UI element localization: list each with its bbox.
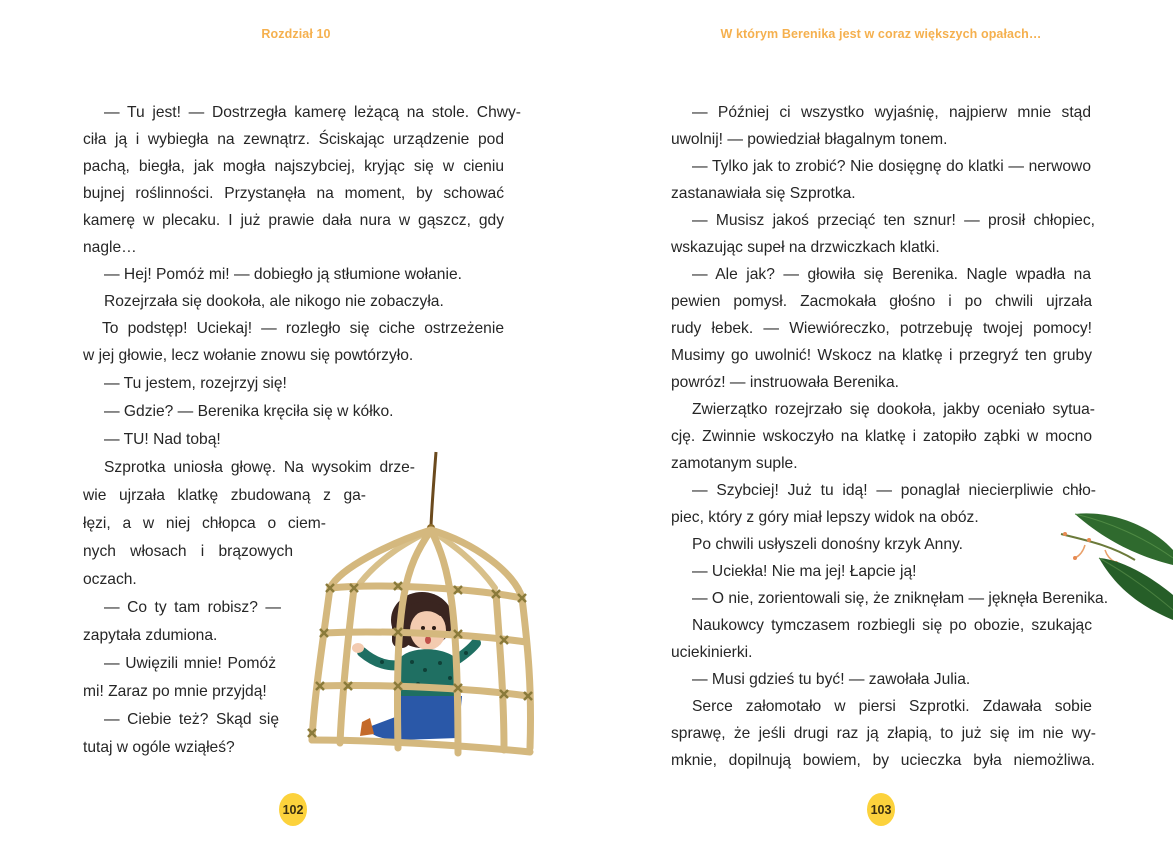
page-number-left: 102 bbox=[279, 793, 307, 826]
text-line: wie ujrzała klatkę zbudowaną z ga- bbox=[83, 487, 366, 504]
text-line: zamotanym suple. bbox=[671, 455, 798, 472]
text-line: bujnej roślinności. Przystanęła na moment, by schować bbox=[83, 185, 504, 202]
text-line: w jej głowie, lecz wołanie znowu się powtórzyło. bbox=[83, 347, 414, 364]
text-line: cję. Zwinnie wskoczyło na klatkę i zatopiło ząbki w mocno bbox=[671, 428, 1092, 445]
text-line: zapytała zdumiona. bbox=[83, 627, 218, 644]
text-line: ciła ją i wybiegła na zewnątrz. Ściskając urządzenie pod bbox=[83, 131, 504, 148]
text-line: nych włosach i brązowych bbox=[83, 543, 293, 560]
running-head-right: W którym Berenika jest w coraz większych opałach… bbox=[720, 27, 1042, 41]
text-line: łęzi, a w niej chłopca o ciem- bbox=[83, 515, 326, 532]
text-line: — Hej! Pomóż mi! — dobiegło ją stłumione wołanie. bbox=[104, 266, 462, 283]
text-line: mknie, dopilnują bowiem, by ucieczka była niemożliwa. bbox=[671, 752, 1095, 769]
text-line: Rozejrzała się dookoła, ale nikogo nie zobaczyła. bbox=[104, 293, 444, 310]
text-line: — Musisz jakoś przeciąć ten sznur! — prosił chłopiec, bbox=[692, 212, 1095, 229]
text-line: Zwierzątko rozejrzało się dookoła, jakby oceniało sytua- bbox=[692, 401, 1095, 418]
leaf-branch-decoration bbox=[1055, 510, 1173, 620]
text-line: piec, który z góry miał lepszy widok na obóz. bbox=[671, 509, 979, 526]
text-line: — Uciekła! Nie ma jej! Łapcie ją! bbox=[692, 563, 917, 580]
text-line: — Co ty tam robisz? — bbox=[104, 599, 281, 616]
text-line: — Gdzie? — Berenika kręciła się w kółko. bbox=[104, 403, 394, 420]
text-line: Serce załomotało w piersi Szprotki. Zdawała sobie bbox=[692, 698, 1092, 715]
text-line: — Tu jestem, rozejrzyj się! bbox=[104, 375, 287, 392]
cage-with-boy-illustration bbox=[300, 448, 540, 758]
text-line: rudy łebek. — Wiewióreczko, potrzebuję twojej pomocy! bbox=[671, 320, 1092, 337]
text-line: nagle… bbox=[83, 239, 137, 256]
text-line: — O nie, zorientowali się, że zniknęłam — jęknęła Berenika. bbox=[692, 590, 1109, 607]
text-line: Naukowcy tymczasem rozbiegli się po obozie, szukając bbox=[692, 617, 1092, 634]
rope bbox=[431, 452, 436, 526]
text-line: — Ciebie też? Skąd się bbox=[104, 711, 279, 728]
text-line: — Uwięzili mnie! Pomóż bbox=[104, 655, 276, 672]
text-line: — TU! Nad tobą! bbox=[104, 431, 221, 448]
text-line: uwolnij! — powiedział błagalnym tonem. bbox=[671, 131, 948, 148]
right-page bbox=[586, 0, 1173, 846]
text-line: — Później ci wszystko wyjaśnię, najpierw mnie stąd bbox=[692, 104, 1091, 121]
text-line: — Musi gdzieś tu być! — zawołała Julia. bbox=[692, 671, 971, 688]
text-line: uciekinierki. bbox=[671, 644, 753, 661]
text-line: pachą, biegła, jak mogła najszybciej, kryjąc się w cieniu bbox=[83, 158, 504, 175]
text-line: tutaj w ogóle wziąłeś? bbox=[83, 739, 235, 756]
text-line: To podstęp! Uciekaj! — rozległo się ciche ostrzeżenie bbox=[102, 320, 504, 337]
text-line: — Szybciej! Już tu idą! — ponaglał niecierpliwie chło- bbox=[692, 482, 1096, 499]
text-line: pewien pomysł. Zacmokała głośno i po chwili ujrzała bbox=[671, 293, 1092, 310]
text-line: zastanawiała się Szprotka. bbox=[671, 185, 856, 202]
text-line: mi! Zaraz po mnie przyjdą! bbox=[83, 683, 267, 700]
page-number-right: 103 bbox=[867, 793, 895, 826]
text-line: Po chwili usłyszeli donośny krzyk Anny. bbox=[692, 536, 963, 553]
text-line: Musimy go uwolnić! Wskocz na klatkę i przegryź ten gruby bbox=[671, 347, 1092, 364]
text-line: wskazując supeł na drzwiczkach klatki. bbox=[671, 239, 940, 256]
running-head-left: Rozdział 10 bbox=[261, 27, 331, 41]
left-page bbox=[0, 0, 586, 846]
text-line: sprawę, że jeśli drugi raz ją złapią, to już się im nie wy- bbox=[671, 725, 1096, 742]
text-line: oczach. bbox=[83, 571, 137, 588]
text-line: — Tu jest! — Dostrzegła kamerę leżącą na stole. Chwy- bbox=[104, 104, 521, 121]
text-line: powróz! — instruowała Berenika. bbox=[671, 374, 899, 391]
text-line: Szprotka uniosła głowę. Na wysokim drze- bbox=[104, 459, 415, 476]
text-line: kamerę w plecaku. I już prawie dała nura w gąszcz, gdy bbox=[83, 212, 504, 229]
text-line: — Ale jak? — głowiła się Berenika. Nagle wpadła na bbox=[692, 266, 1091, 283]
text-line: — Tylko jak to zrobić? Nie dosięgnę do klatki — nerwowo bbox=[692, 158, 1091, 175]
